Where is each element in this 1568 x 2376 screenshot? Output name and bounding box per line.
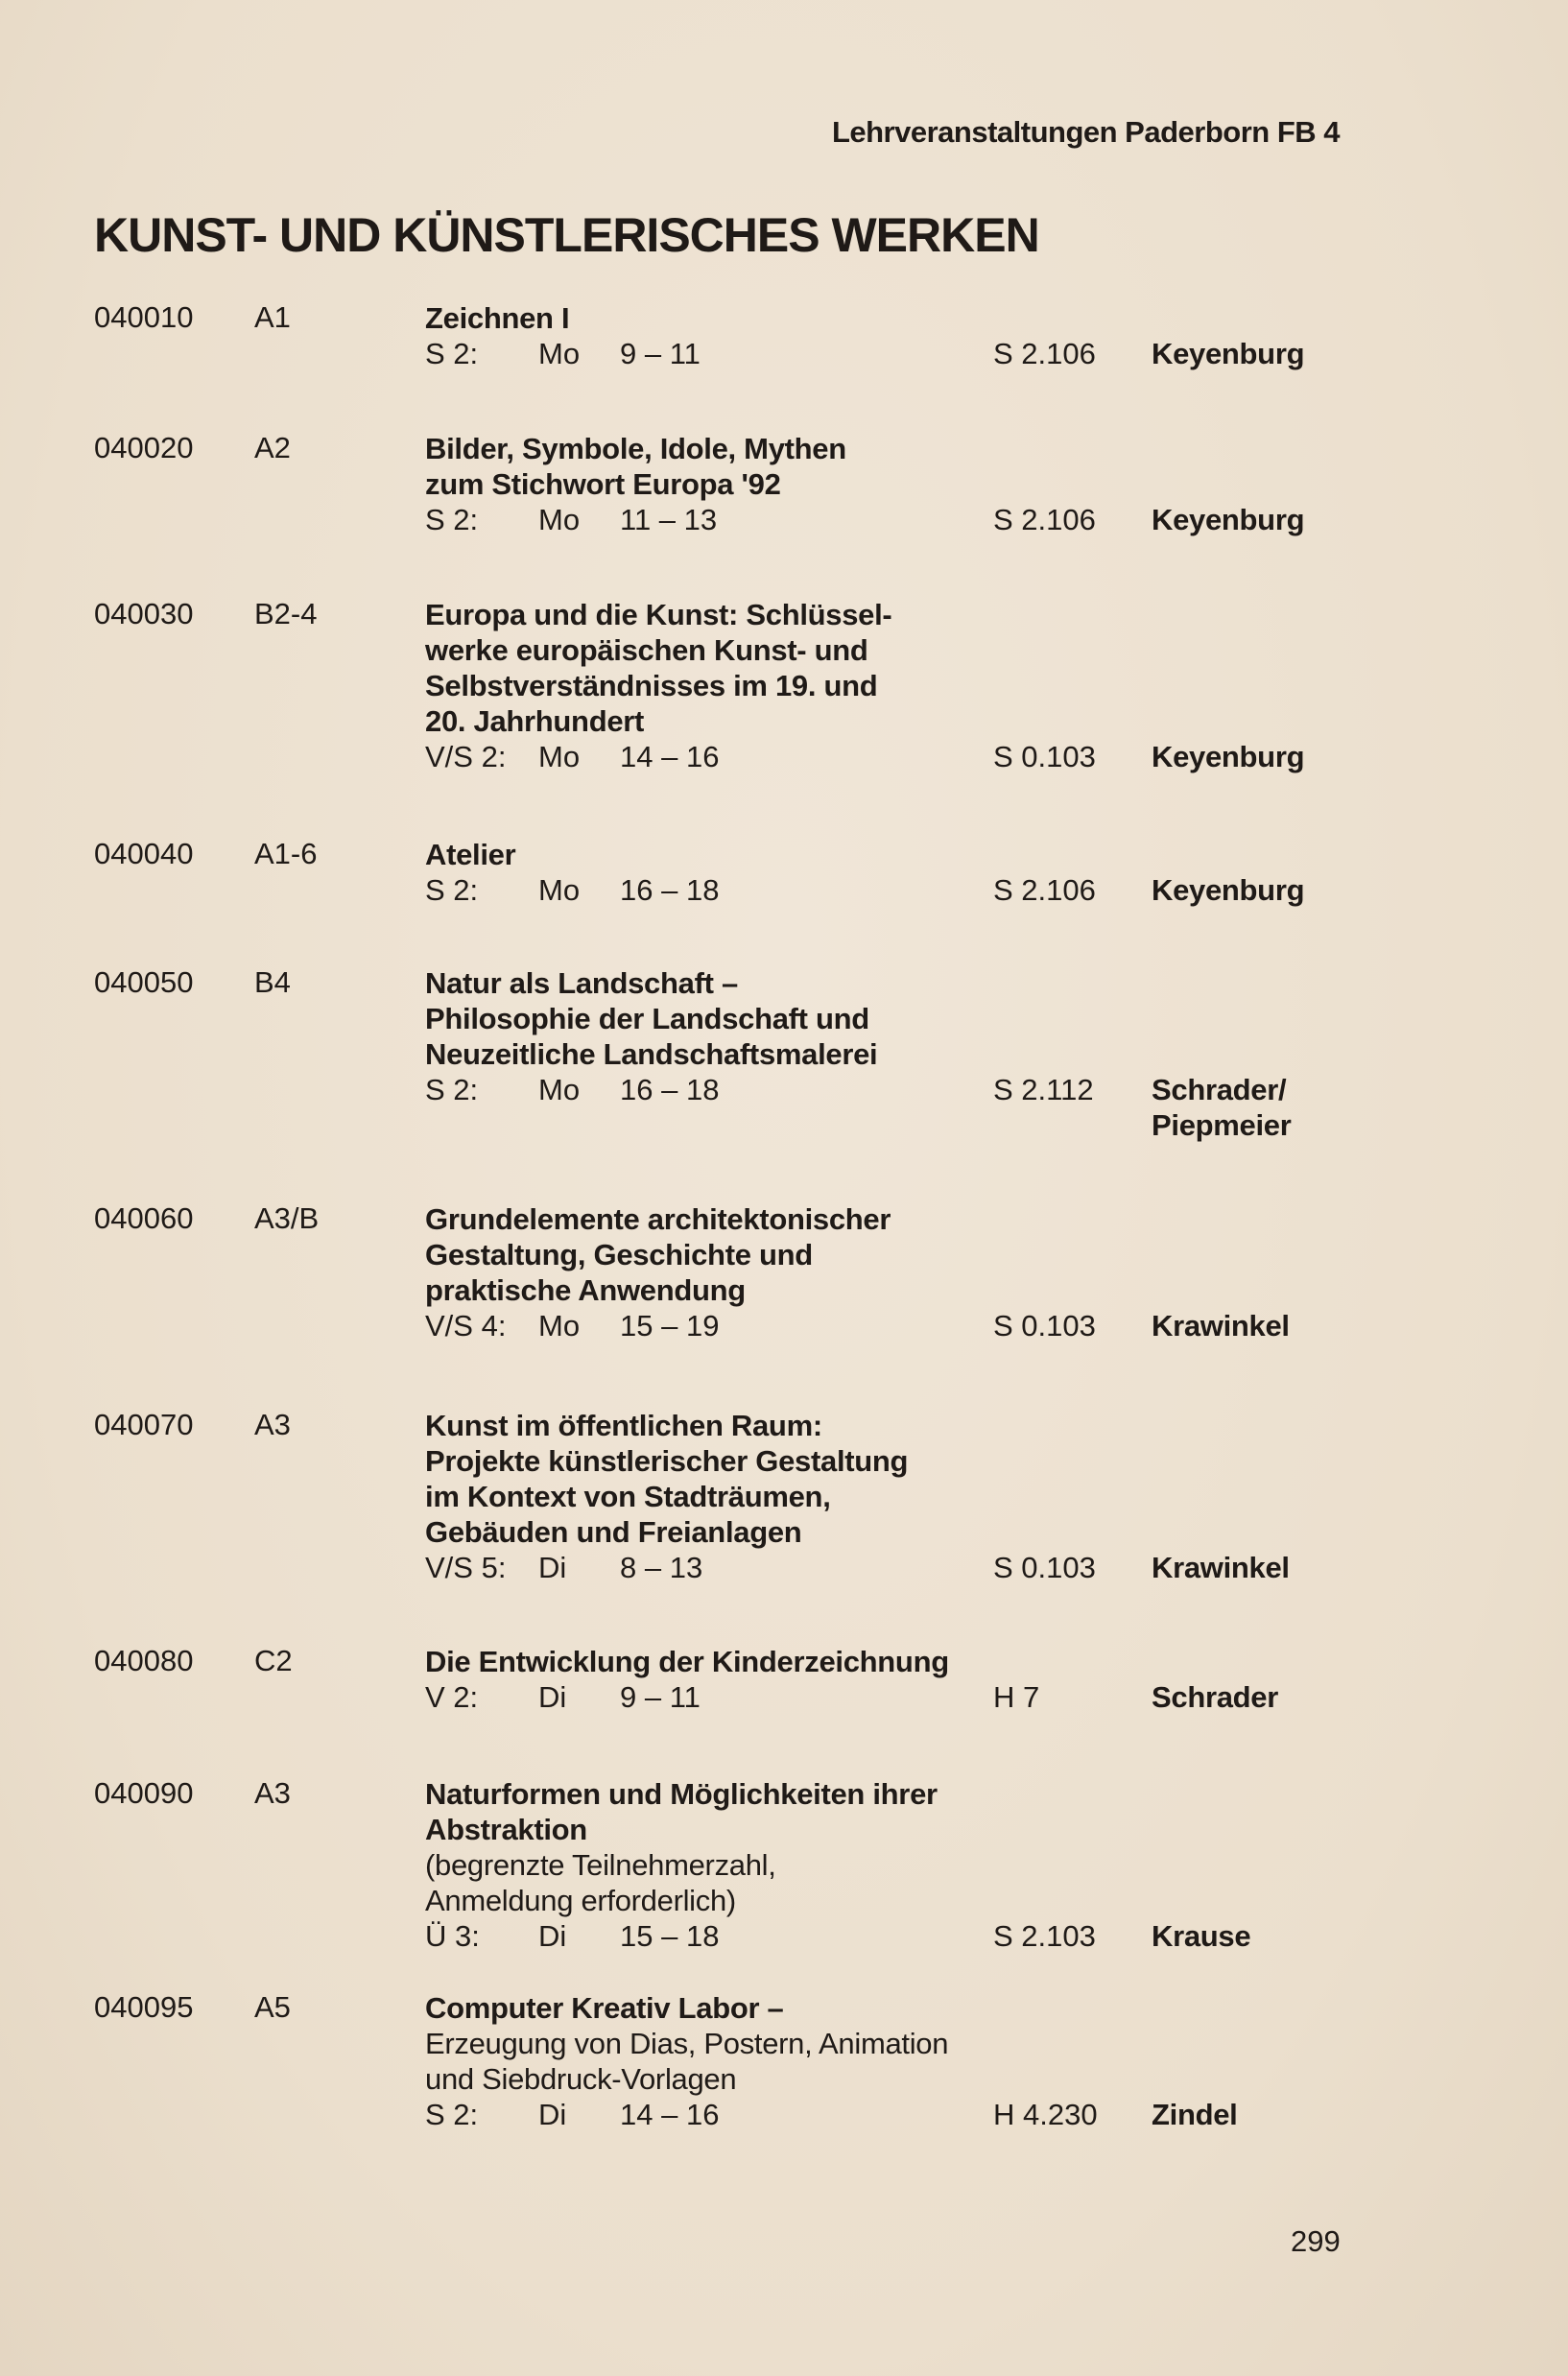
course-category: A5 [254, 1990, 291, 2024]
course-code: 040040 [94, 837, 194, 870]
course-day: Di [538, 1680, 567, 1714]
course-type: S 2: [425, 337, 479, 370]
course-category: A1 [254, 300, 291, 334]
course-day: Mo [538, 740, 581, 773]
course-day: Di [538, 1551, 567, 1584]
course-category: B4 [254, 965, 291, 999]
course-time: 16 – 18 [620, 873, 720, 907]
course-schedule [425, 1679, 1039, 1715]
course-lecturer [1152, 1918, 1250, 1954]
course-body [425, 1408, 1096, 1585]
course-schedule [425, 2097, 1098, 2132]
course-lecturer [1152, 1072, 1292, 1143]
lecturer-line: Schrader/ [1152, 1073, 1287, 1106]
course-title: Atelier [425, 838, 516, 871]
course-title: im Kontext von Stadträumen, [425, 1480, 831, 1513]
course-schedule [425, 1308, 1096, 1343]
course-time: 15 – 19 [620, 1309, 720, 1342]
course-time: 15 – 18 [620, 1919, 720, 1953]
course-type: V/S 5: [425, 1551, 507, 1584]
course-code: 040080 [94, 1644, 194, 1677]
course-code: 040070 [94, 1408, 194, 1441]
lecturer-line: Zindel [1152, 2098, 1238, 2131]
course-body [425, 1990, 1098, 2132]
course-room: S 2.103 [993, 1919, 1096, 1953]
course-code: 040030 [94, 597, 194, 630]
course-category: C2 [254, 1644, 293, 1677]
course-title: Abstraktion [425, 1813, 587, 1846]
course-body [425, 1201, 1096, 1343]
course-time: 9 – 11 [620, 337, 701, 370]
course-body [425, 1644, 1039, 1715]
course-title: Zeichnen I [425, 301, 570, 335]
course-body [425, 597, 1096, 774]
course-time: 14 – 16 [620, 740, 720, 773]
course-title: zum Stichwort Europa '92 [425, 467, 781, 501]
course-room: S 2.106 [993, 503, 1096, 536]
course-body [425, 965, 1094, 1107]
course-room: S 0.103 [993, 1551, 1096, 1584]
course-category: A2 [254, 431, 291, 464]
course-type: Ü 3: [425, 1919, 480, 1953]
course-title: Kunst im öffentlichen Raum: [425, 1409, 822, 1442]
course-schedule [425, 739, 1096, 774]
course-time: 9 – 11 [620, 1680, 701, 1714]
course-category: A1-6 [254, 837, 318, 870]
course-time: 14 – 16 [620, 2098, 720, 2131]
course-room: H 7 [993, 1680, 1040, 1714]
course-lecturer [1152, 336, 1304, 371]
course-lecturer [1152, 872, 1304, 908]
course-room: S 0.103 [993, 740, 1096, 773]
course-day: Mo [538, 337, 581, 370]
lecturer-line: Krawinkel [1152, 1309, 1290, 1342]
lecturer-line: Keyenburg [1152, 740, 1305, 773]
course-time: 8 – 13 [620, 1551, 703, 1584]
course-body [425, 1776, 1096, 1954]
course-title: Gebäuden und Freianlagen [425, 1515, 802, 1549]
course-lecturer [1152, 1308, 1290, 1343]
course-title: Selbstverständnisses im 19. und [425, 669, 878, 702]
course-type: S 2: [425, 1073, 479, 1106]
course-title: Projekte künstlerischer Gestaltung [425, 1444, 909, 1478]
course-title: Bilder, Symbole, Idole, Mythen [425, 432, 846, 465]
course-title: Computer Kreativ Labor – [425, 1991, 784, 2025]
lecturer-line: Krawinkel [1152, 1551, 1290, 1584]
course-lecturer [1152, 1679, 1278, 1715]
course-type: V 2: [425, 1680, 479, 1714]
course-title: praktische Anwendung [425, 1273, 746, 1307]
course-type: S 2: [425, 503, 479, 536]
section-title: KUNST- UND KÜNSTLERISCHES WERKEN [94, 208, 1039, 262]
course-type: V/S 4: [425, 1309, 507, 1342]
course-day: Mo [538, 503, 581, 536]
course-title: Die Entwicklung der Kinderzeichnung [425, 1645, 949, 1678]
course-note: Erzeugung von Dias, Postern, Animation [425, 2027, 949, 2060]
course-schedule [425, 1918, 1096, 1954]
course-body [425, 837, 1096, 908]
course-day: Di [538, 1919, 567, 1953]
course-time: 11 – 13 [620, 503, 718, 536]
course-time: 16 – 18 [620, 1073, 720, 1106]
course-note: (begrenzte Teilnehmerzahl, [425, 1848, 776, 1882]
course-day: Mo [538, 873, 581, 907]
course-code: 040090 [94, 1776, 194, 1810]
course-lecturer [1152, 2097, 1237, 2132]
course-lecturer [1152, 502, 1304, 537]
course-title: Philosophie der Landschaft und [425, 1002, 869, 1035]
course-type: S 2: [425, 873, 479, 907]
course-code: 040095 [94, 1990, 194, 2024]
course-body [425, 431, 1096, 537]
course-code: 040050 [94, 965, 194, 999]
course-body [425, 300, 1096, 371]
course-room: S 2.112 [993, 1073, 1094, 1106]
course-title: Natur als Landschaft – [425, 966, 738, 1000]
course-title: werke europäischen Kunst- und [425, 633, 868, 667]
lecturer-line: Keyenburg [1152, 503, 1305, 536]
course-code: 040060 [94, 1201, 194, 1235]
course-schedule [425, 502, 1096, 537]
course-lecturer [1152, 1550, 1290, 1585]
course-type: V/S 2: [425, 740, 507, 773]
course-category: A3/B [254, 1201, 320, 1235]
course-schedule [425, 1550, 1096, 1585]
course-schedule [425, 336, 1096, 371]
course-day: Mo [538, 1309, 581, 1342]
course-title: Neuzeitliche Landschaftsmalerei [425, 1037, 878, 1071]
lecturer-line: Piepmeier [1152, 1108, 1292, 1142]
course-title: Naturformen und Möglichkeiten ihrer [425, 1777, 938, 1811]
course-day: Di [538, 2098, 567, 2131]
course-lecturer [1152, 739, 1304, 774]
course-room: H 4.230 [993, 2098, 1098, 2131]
lecturer-line: Schrader [1152, 1680, 1278, 1714]
course-room: S 2.106 [993, 337, 1096, 370]
course-title: Gestaltung, Geschichte und [425, 1238, 813, 1271]
course-category: A3 [254, 1408, 291, 1441]
course-note: und Siebdruck-Vorlagen [425, 2062, 737, 2096]
course-title: Grundelemente architektonischer [425, 1202, 891, 1236]
page-number: 299 [1291, 2224, 1341, 2258]
course-code: 040020 [94, 431, 194, 464]
course-schedule [425, 1072, 1094, 1107]
course-note: Anmeldung erforderlich) [425, 1884, 736, 1917]
course-room: S 2.106 [993, 873, 1096, 907]
course-code: 040010 [94, 300, 194, 334]
lecturer-line: Keyenburg [1152, 873, 1305, 907]
lecturer-line: Krause [1152, 1919, 1251, 1953]
course-day: Mo [538, 1073, 581, 1106]
lecturer-line: Keyenburg [1152, 337, 1305, 370]
running-head: Lehrveranstaltungen Paderborn FB 4 [831, 115, 1340, 149]
course-title: Europa und die Kunst: Schlüssel- [425, 598, 892, 631]
course-schedule [425, 872, 1096, 908]
course-room: S 0.103 [993, 1309, 1096, 1342]
course-category: B2-4 [254, 597, 318, 630]
course-category: A3 [254, 1776, 291, 1810]
course-title: 20. Jahrhundert [425, 704, 645, 738]
course-type: S 2: [425, 2098, 479, 2131]
